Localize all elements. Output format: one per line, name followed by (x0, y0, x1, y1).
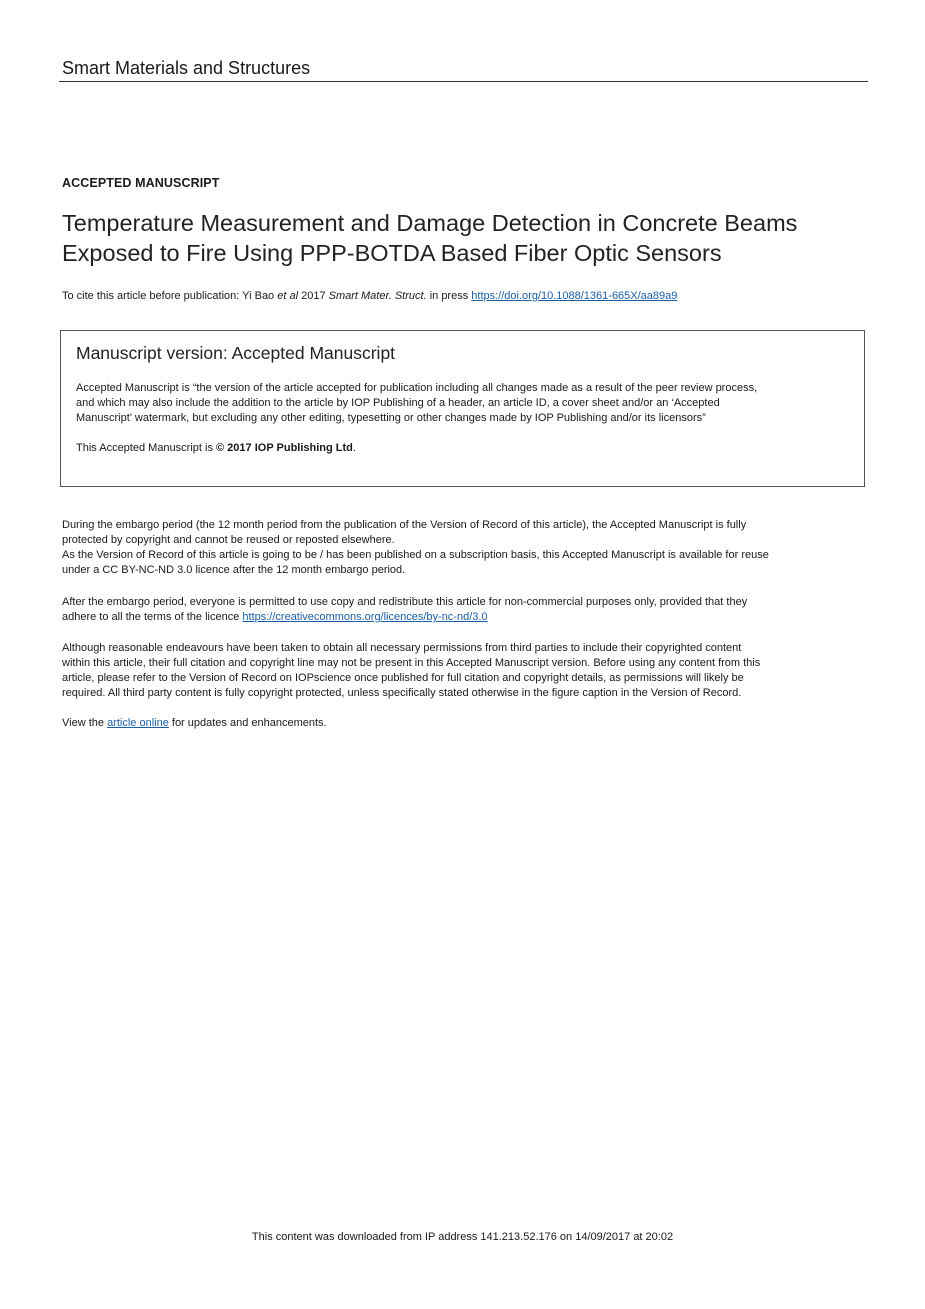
third-party-line: within this article, their full citation and copyright line may not be present in this Accepted Manuscript version. Before using any content from this (62, 657, 761, 669)
article-online-link[interactable]: article online (107, 717, 169, 729)
box-description (76, 381, 861, 426)
after-embargo-prefix: adhere to all the terms of the licence (62, 611, 243, 623)
doi-link[interactable]: https://doi.org/10.1088/1361-665X/aa89a9 (471, 290, 678, 302)
header-divider (59, 81, 868, 82)
download-footer: This content was downloaded from IP address 141.213.52.176 on 14/09/2017 at 20:02 (251, 1231, 674, 1243)
view-suffix: for updates and enhancements. (168, 717, 327, 729)
citation-prefix: To cite this article before publication: Yi Bao (62, 290, 278, 302)
citation-etal: et al (277, 290, 299, 302)
box-description-line: and which may also include the addition to the article by IOP Publishing of a header, an article ID, a cover sheet and/or an ‘Accepted (76, 397, 720, 409)
box-description-line: Accepted Manuscript is “the version of the article accepted for publication including all changes made as a result of the peer review process, (76, 382, 758, 394)
copyright-notice (76, 442, 356, 454)
citation-status: in press (426, 290, 472, 302)
citation-line (62, 290, 677, 302)
embargo-line: During the embargo period (the 12 month period from the publication of the Version of Record of this article), the Accepted Manuscript is fully (62, 519, 747, 531)
third-party-line: article, please refer to the Version of Record on IOPscience once published for full citation and copyright details, as permissions will likely be (62, 672, 744, 684)
embargo-line: protected by copyright and cannot be reused or reposted elsewhere. (62, 534, 395, 546)
view-prefix: View the (62, 717, 108, 729)
view-online-paragraph (62, 716, 870, 731)
box-description-line: Manuscript’ watermark, but excluding any other editing, typesetting or other changes made by IOP Publishing and/or its licensors” (76, 412, 706, 424)
box-title: Manuscript version: Accepted Manuscript (76, 343, 396, 363)
manuscript-version-box (60, 330, 865, 487)
third-party-paragraph (62, 641, 870, 701)
after-embargo-paragraph (62, 595, 870, 625)
after-embargo-line (62, 610, 870, 625)
manuscript-label: ACCEPTED MANUSCRIPT (62, 176, 220, 190)
citation-year: 2017 (298, 290, 329, 302)
article-title: Temperature Measurement and Damage Detection in Concrete Beams Exposed to Fire Using PPP-BOTDA Based Fiber Optic Sensors (62, 210, 798, 266)
copyright-holder: © 2017 IOP Publishing Ltd (216, 442, 353, 454)
embargo-line: under a CC BY-NC-ND 3.0 licence after the 12 month embargo period. (62, 564, 406, 576)
embargo-line: As the Version of Record of this article is going to be / has been published on a subscription basis, this Accepted Manuscript is available for reuse (62, 549, 769, 561)
journal-name: Smart Materials and Structures (62, 58, 311, 78)
citation-journal: Smart Mater. Struct. (328, 290, 427, 302)
third-party-line: Although reasonable endeavours have been taken to obtain all necessary permissions from third parties to include their copyrighted content (62, 642, 742, 654)
after-embargo-line: After the embargo period, everyone is permitted to use copy and redistribute this article for non-commercial purposes only, provided that they (62, 596, 748, 608)
third-party-line: required. All third party content is fully copyright protected, unless specifically stated otherwise in the figure caption in the Version of Record. (62, 687, 742, 699)
copyright-suffix: . (352, 442, 356, 454)
embargo-paragraph (62, 518, 870, 578)
licence-link[interactable]: https://creativecommons.org/licences/by-nc-nd/3.0 (242, 611, 488, 623)
copyright-prefix: This Accepted Manuscript is (76, 442, 217, 454)
